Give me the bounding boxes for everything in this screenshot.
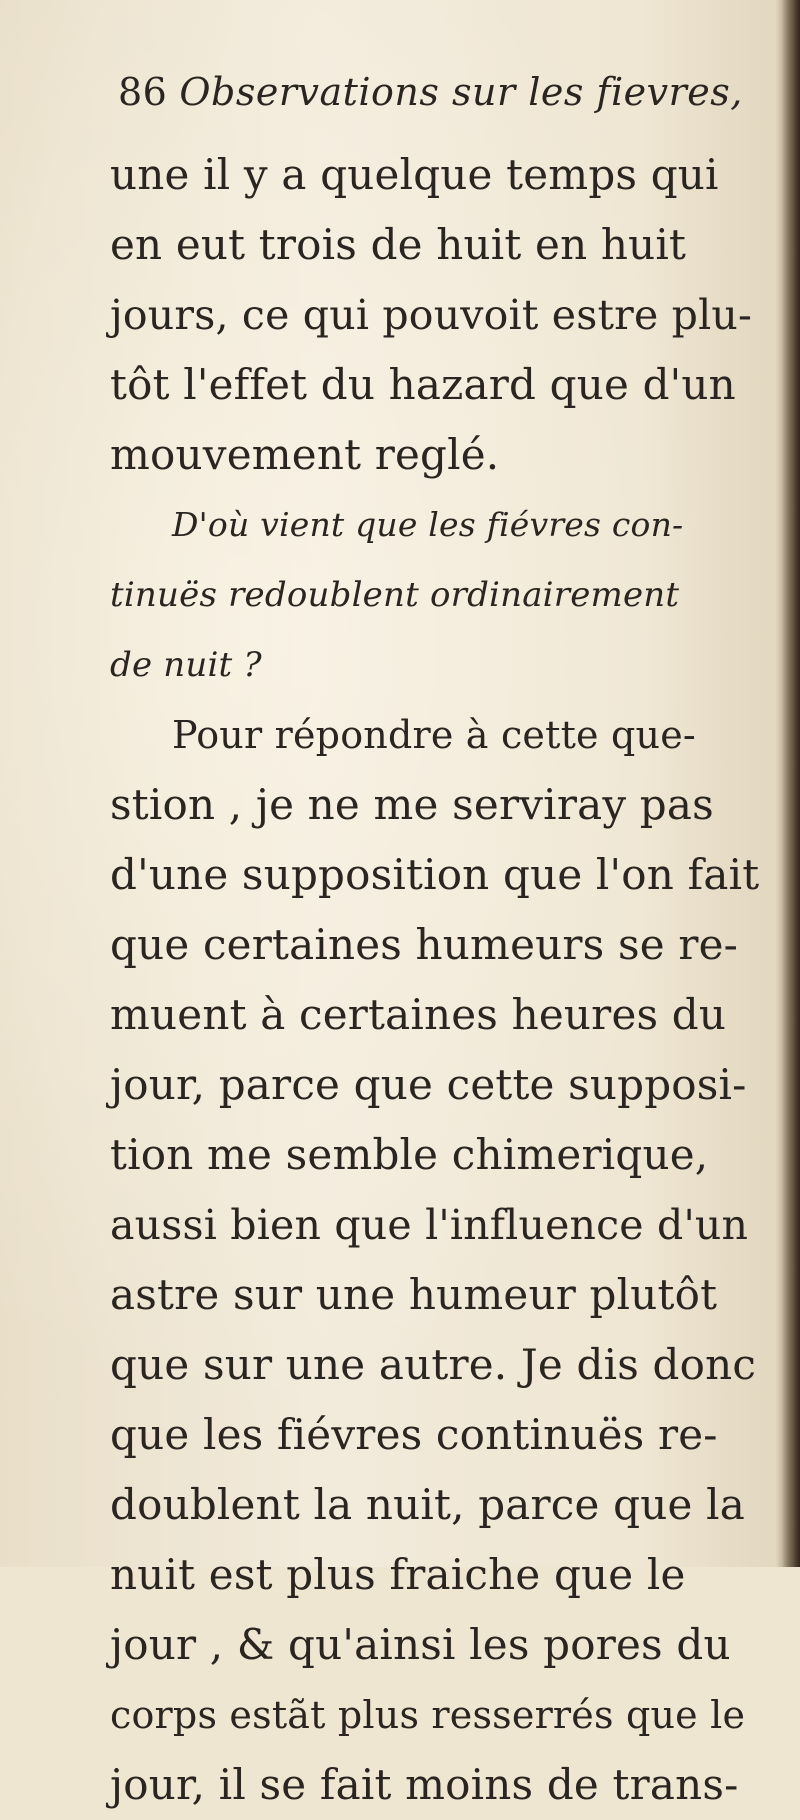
text-line: mouvement reglé. [110, 430, 500, 479]
page-text [110, 140, 760, 1820]
text-line: tôt l'effet du hazard que d'un [110, 360, 736, 409]
text-line: d'une supposition que l'on fait [110, 850, 760, 899]
text-line: tion me semble chimerique, [110, 1130, 709, 1179]
text-line: jour , & qu'ainsi les pores du [110, 1620, 731, 1669]
text-line: que certaines humeurs se re- [110, 920, 739, 969]
question-heading-line: de nuit ? [110, 645, 262, 685]
page-number: 86 [118, 70, 168, 114]
text-line: muent à certaines heures du [110, 990, 727, 1039]
text-line: Pour répondre à cette que- [172, 713, 696, 757]
text-line: astre sur une humeur plutôt [110, 1270, 718, 1319]
running-title: Observations sur les fievres, [179, 70, 743, 114]
text-line: doublent la nuit, parce que la [110, 1480, 745, 1529]
running-header [118, 70, 758, 130]
page-spine-shadow [782, 0, 800, 1567]
text-line: que sur une autre. Je dis donc [110, 1340, 757, 1389]
text-line: nuit est plus fraiche que le [110, 1550, 686, 1599]
text-line: une il y a quelque temps qui [110, 150, 719, 199]
text-line: aussi bien que l'influence d'un [110, 1201, 749, 1249]
question-heading-line: tinuës redoublent ordinairement [110, 575, 680, 615]
text-line: stion , je ne me serviray pas [110, 780, 714, 829]
text-line: jour, parce que cette supposi- [110, 1060, 747, 1109]
text-line: en eut trois de huit en huit [110, 220, 687, 269]
question-heading-line: D'où vient que les fiévres con- [172, 505, 684, 544]
text-line: jour, il se fait moins de trans- [110, 1760, 739, 1809]
text-line: jours, ce qui pouvoit estre plu- [110, 291, 753, 339]
text-line: corps estãt plus resserrés que le [110, 1693, 746, 1737]
text-line: que les fiévres continuës re- [110, 1410, 718, 1459]
